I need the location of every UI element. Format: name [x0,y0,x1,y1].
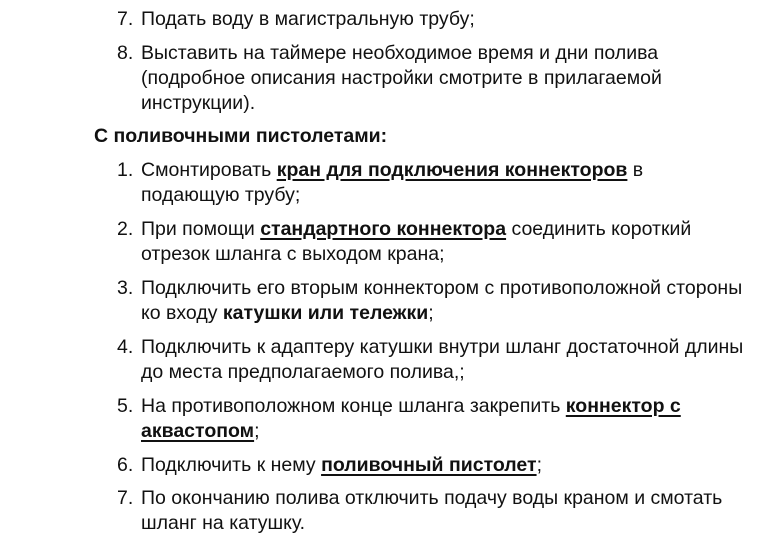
list-item [117,453,747,478]
text-fragment: ; [254,420,260,442]
text-fragment: соединить короткий отрезок шланга с выходом крана; [141,218,692,265]
list-item [117,41,747,116]
aquastop-connector-link[interactable]: коннектор с аквастопом [141,395,681,442]
list-item [117,486,747,536]
list-number: 5. [117,395,134,417]
list-text [117,158,747,208]
list-number: 1. [117,159,134,181]
list-item [117,276,747,326]
list-text: Подключить к адаптеру катушки внутри шланг достаточной длины до места предполагаемого полива,; [141,336,744,383]
standard-connector-link[interactable]: стандартного коннектора [260,218,507,240]
text-fragment: в подающую трубу; [141,159,644,206]
list-item [117,335,747,385]
text-fragment: ; [536,454,542,476]
text-fragment: На противоположном конце шланга закрепить [141,395,566,417]
list-item [117,7,747,32]
list-number: 6. [117,454,134,476]
list-number: 8. [117,42,134,64]
section-heading: С поливочными пистолетами: [94,125,388,147]
list-text: Выставить на таймере необходимое время и дни полива (подробное описания настройки смотрите в прилагаемой инструкции). [141,42,662,114]
list-item [117,217,747,267]
reel-or-cart-text: катушки или тележки [222,302,429,324]
text-fragment: Подключить к нему [141,454,322,476]
watering-gun-link[interactable]: поливочный пистолет [321,454,537,476]
list-number: 7. [117,8,134,30]
list-number: 4. [117,336,134,358]
text-fragment: Подключить его вторым коннектором с противоположной стороны ко входу [141,277,743,324]
list-number: 2. [117,218,134,240]
text-fragment: Смонтировать [141,159,277,181]
text-fragment: При помощи [141,218,261,240]
list-item [117,394,747,444]
list-text [117,394,747,444]
list-item [117,158,747,208]
list-text: Подать воду в магистральную трубу; [141,8,475,30]
list-number: 7. [117,487,134,509]
list-text [117,453,747,478]
list-number: 3. [117,277,134,299]
text-fragment: ; [428,302,434,324]
faucet-connector-link[interactable]: кран для подключения коннекторов [276,159,628,181]
list-text [117,276,747,326]
list-text [117,217,747,267]
list-text: По окончанию полива отключить подачу воды краном и смотать шланг на катушку. [141,487,723,534]
